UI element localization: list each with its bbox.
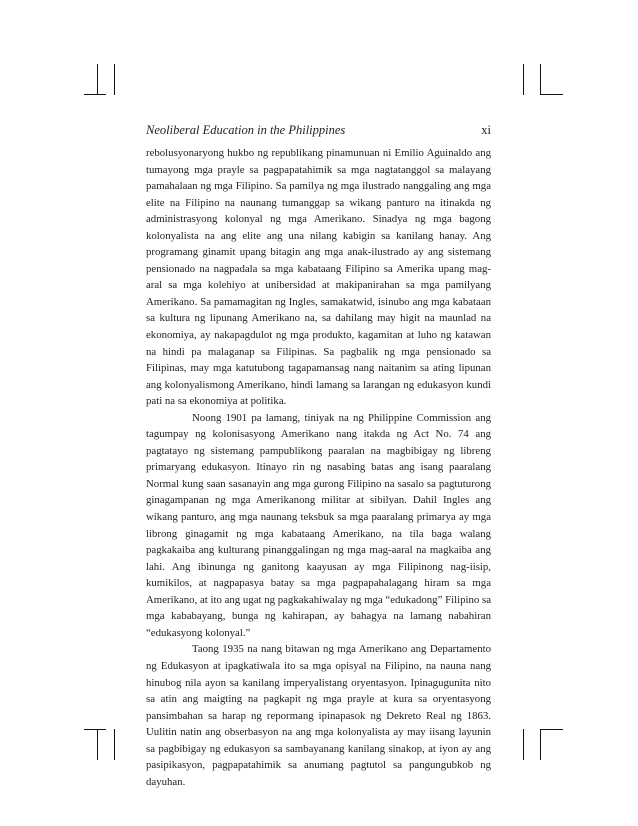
crop-mark bbox=[523, 64, 524, 95]
crop-mark bbox=[540, 729, 541, 760]
paragraph: Taong 1935 na nang bitawan ng mga Amerikano ang Departamento ng Edukasyon at ipagkatiwala ito sa mga opisyal na Filipino, na nauna nang hinubog nila ayon sa kanilang imperyalistang oryentasyon. Ipinagugunita nito sa atin ang maigting na pagkapit ng mga prayle at kura sa oryentasyong pansimbahan sa harap ng repormang ipinapasok ng Dekreto Real ng 1863. Uulitin natin ang obserbasyon na ang mga kolonyalista ay may iisang layunin sa pagbibigay ng edukasyon sa sambayanang kanilang sinakop, at iyon ay ang pasipikasyon, pagpapatahimik sa anumang pagtutol sa pangungubkob ng dayuhan. bbox=[146, 643, 491, 788]
crop-mark bbox=[97, 729, 98, 760]
running-header bbox=[146, 123, 491, 143]
crop-mark bbox=[114, 729, 115, 760]
running-title: Neoliberal Education in the Philippines bbox=[146, 123, 346, 137]
paragraph: Noong 1901 pa lamang, tiniyak na ng Philippine Commission ang tagumpay ng kolonisasyong Amerikano nang itakda ng Act No. 74 ang pagtatayo ng sistemang pampublikong paaralan na magbibigay ng libreng primaryang edukasyon. Itinayo rin ng nasabing batas ang isang paaralang Normal kung saan sasanayin ang mga gurong Filipino na sasalo sa pagtuturong ginagampanan ng mga Amerikanong militar at sibilyan. Dahil Ingles ang wikang panturo, ang mga naunang teksbuk sa mga paaralang primarya ay mga librong ginagamit ng mga kabataang Amerikano, na tila baga walang pagkakaiba ang kulturang pinanggalingan ng mga mag-aaral na magkaiba ang lahi. Ang ibinunga ng ganitong kaayusan ay mga Filipinong nag-iisip, kumikilos, at nagpapasya batay sa mga pagpapahalagang hiram sa mga Amerikano, at ito ang ugat ng pagkakahiwalay ng mga “edukadong” Filipino sa mga kababayang, bunga ng kahirapan, ay bahagya na lamang nabahiran “edukasyong kolonyal.” bbox=[146, 411, 491, 639]
crop-mark bbox=[523, 729, 524, 760]
body-text bbox=[146, 145, 491, 790]
paragraph: rebolusyonaryong hukbo ng republikang pinamunuan ni Emilio Aguinaldo ang tumayong mga prayle sa pagpapatahimik sa mga nagtatanggol sa malayang pamahalaan ng mga Filipino. Sa pamilya ng mga ilustrado nanggaling ang mga elite na Filipino na naunang tumanggap sa wikang panturo na itinakda ng administrasyong kolonyal ng mga Amerikano. Sinadya ng mga bagong kolonyalista na ang elite ang una nilang kabigin sa kanilang hanay. Ang programang ginamit upang bitagin ang mga anak-ilustrado ay ang sistemang pensionado na nagpadala sa mga kabataang Filipino sa Amerika upang mag-aral sa mga kolehiyo at unibersidad at makipanirahan sa mga pamilyang Amerikano. Sa pamamagitan ng Ingles, samakatwid, isinubo ang mga kabataan sa kultura ng lipunang Amerikano na, sa dahilang may higit na maunlad na ekonomiya, ay nakapagdulot ng mga produkto, kagamitan at luho ng katawan na hindi pa malaganap sa Filipinas. Sa pagbalik ng mga pensionado sa Filipinas, may mga katutubong tagapamansag nang naitanim sa ating lipunan ang kolonyalismong Amerikano, hindi lamang sa larangan ng edukasyon kundi pati na sa ekonomiya at politika. bbox=[146, 147, 491, 408]
crop-mark bbox=[540, 64, 541, 95]
crop-mark bbox=[97, 64, 98, 95]
crop-mark bbox=[114, 64, 115, 95]
crop-mark bbox=[84, 94, 106, 95]
crop-mark bbox=[541, 729, 563, 730]
page-number: xi bbox=[481, 123, 491, 137]
crop-mark bbox=[541, 94, 563, 95]
crop-mark bbox=[84, 729, 106, 730]
